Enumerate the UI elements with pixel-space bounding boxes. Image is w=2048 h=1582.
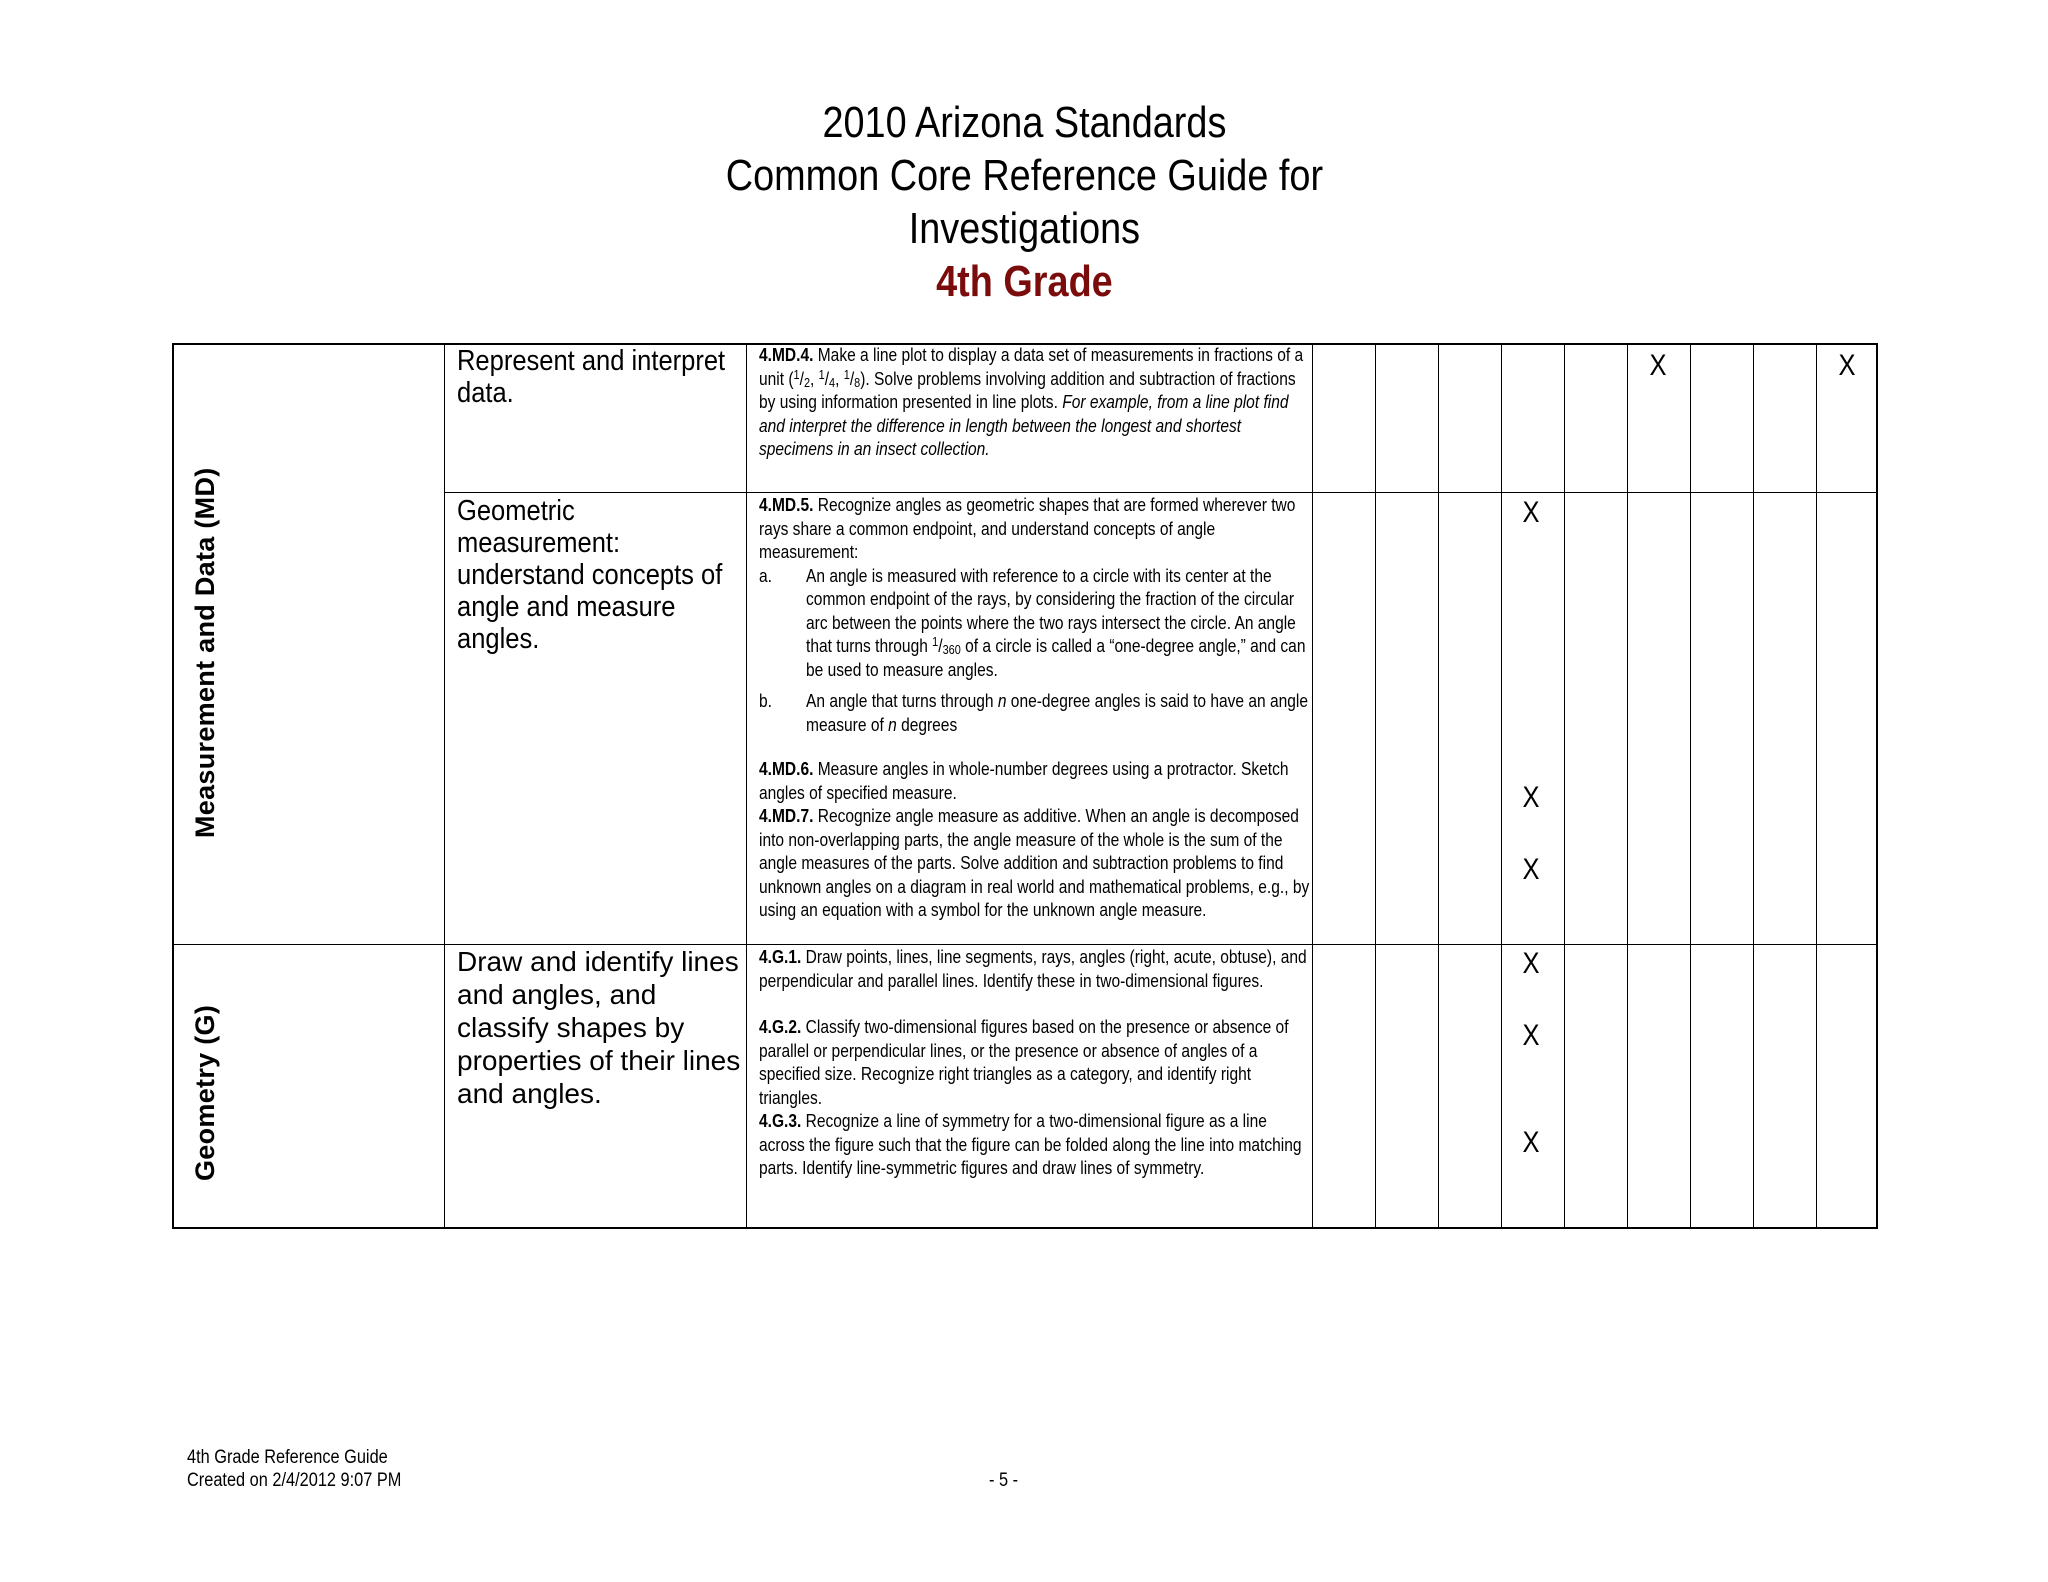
standard-4md5-a: a. An angle is measured with reference to a circle with its center at the common endpoint of the rays, by considering the fraction of the circular arc between the points where the two rays intersect the circle. An angle that turns through $^1/_{360}$ of a circle is called a “one-degree angle,” and can be used to measure angles. xyxy=(759,564,1306,680)
standard-4g1: 4.G.1. Draw points, lines, line segments, rays, angles (right, acute, obtuse), and perpendicular and parallel lines. Identify these in two-dimensional figures. xyxy=(759,946,1307,991)
col-divider xyxy=(444,345,445,1227)
cluster-draw-identify-lines: Draw and identify lines and angles, and classify shapes by properties of their lines and angles. xyxy=(457,946,741,1109)
col-divider xyxy=(1816,345,1817,1227)
standard-4g2: 4.G.2. Classify two-dimensional figures based on the presence or absence of parallel or perpendicular lines, or the presence or absence of angles of a specified size. Recognize right triangles as a category, and identify right triangles. xyxy=(759,1016,1289,1108)
grade-title: 4th Grade xyxy=(936,257,1113,306)
col-divider xyxy=(1375,345,1376,1227)
standards-table xyxy=(172,343,1878,1229)
check-mark: X xyxy=(1522,1019,1540,1052)
title-line-2: Common Core Reference Guide for xyxy=(725,151,1324,200)
standard-4md5-b: b. An angle that turns through n one-degree angles is said to have an angle measure of n degrees xyxy=(759,690,1309,735)
standard-4md4: 4.MD.4. Make a line plot to display a data set of measurements in fractions of a unit ($^1/_2$, $^1/_4$, $^1/_8$). Solve problems involving addition and subtraction of fractions by using information presented in line plots. For example, from a line plot find and interpret the difference in length between the longest and shortest specimens in an insect collection. xyxy=(759,344,1304,459)
col-divider xyxy=(1564,345,1565,1227)
col-divider xyxy=(1753,345,1754,1227)
title-line-3: Investigations xyxy=(908,204,1141,253)
standard-4g3: 4.G.3. Recognize a line of symmetry for a two-dimensional figure as a line across the figure such that the figure can be folded along the line into matching parts. Identify line-symmetric figures and draw lines of symmetry. xyxy=(759,1110,1302,1178)
check-mark: X xyxy=(1522,853,1540,886)
footer-guide-name: 4th Grade Reference Guide xyxy=(187,1447,388,1468)
standard-4md5: 4.MD.5. Recognize angles as geometric shapes that are formed wherever two rays share a common endpoint, and understand concepts of angle measurement: a. An angle is measured with reference to a circle with its center at the common endpoint of the rays, by considering the fraction of the circular arc between the points where the two rays intersect the circle. An angle that turns through $^1/_{360}$ of a circle is called a “one-degree angle,” and can be used to measure angles. b. An angle that turns through n one-degree angles is said to have an angle measure of n degrees xyxy=(759,493,1313,736)
standard-4md6: 4.MD.6. Measure angles in whole-number degrees using a protractor. Sketch angles of specified measure. xyxy=(759,758,1289,803)
col-divider xyxy=(1627,345,1628,1227)
page-title xyxy=(144,96,1905,308)
title-line-1: 2010 Arizona Standards xyxy=(822,98,1227,147)
standard-4md7: 4.MD.7. Recognize angle measure as additive. When an angle is decomposed into non-overlapping parts, the angle measure of the whole is the sum of the angle measures of the parts. Solve addition and subtraction problems to find unknown angles on a diagram in real world and mathematical problems, e.g., by using an equation with a symbol for the unknown angle measure. xyxy=(759,805,1310,920)
col-divider xyxy=(1690,345,1691,1227)
page-number: - 5 - xyxy=(989,1470,1019,1491)
col-divider xyxy=(1501,345,1502,1227)
cluster-represent-data: Represent and interpret data. xyxy=(457,345,726,409)
col-divider xyxy=(1438,345,1439,1227)
check-mark: X xyxy=(1838,349,1856,382)
check-mark: X xyxy=(1649,349,1667,382)
check-mark: X xyxy=(1522,1126,1540,1159)
check-mark: X xyxy=(1522,781,1540,814)
footer-info xyxy=(187,1446,401,1492)
check-mark: X xyxy=(1522,496,1540,529)
domain-measurement-and-data: Measurement and Data (MD) xyxy=(190,467,220,838)
check-mark: X xyxy=(1522,947,1540,980)
domain-geometry: Geometry (G) xyxy=(190,1004,220,1181)
cluster-geometric-measurement: Geometric measurement: understand concepts of angle and measure angles. xyxy=(457,495,723,655)
footer-created-date: Created on 2/4/2012 9:07 PM xyxy=(187,1470,402,1491)
